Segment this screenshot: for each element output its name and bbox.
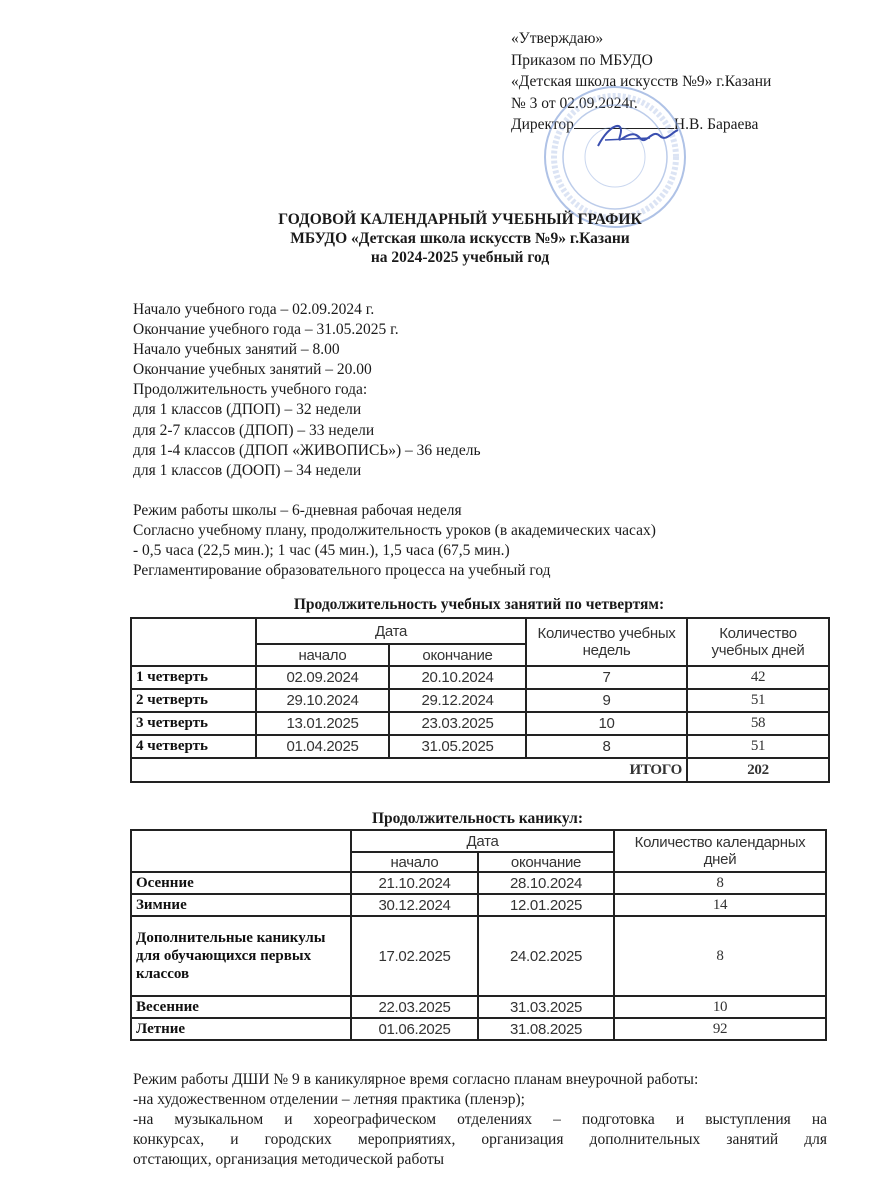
total-label: ИТОГО	[131, 758, 687, 782]
days: 14	[614, 894, 826, 916]
footer-line: Режим работы ДШИ № 9 в каникулярное время согласно планам внеурочной работы:	[133, 1071, 699, 1088]
end-header: окончание	[478, 852, 614, 872]
total-row	[131, 758, 829, 782]
title-line: МБУДО «Детская школа искусств №9» г.Казани	[290, 230, 630, 247]
empty-header-cell	[131, 830, 351, 872]
row-name: 2 четверть	[131, 689, 256, 712]
row-name: 1 четверть	[131, 666, 256, 689]
row-name: Весенние	[131, 996, 351, 1018]
start-date: 01.06.2025	[351, 1018, 478, 1040]
quarters-caption: Продолжительность учебных занятий по четвертям:	[293, 596, 665, 613]
holidays-table	[130, 829, 827, 1041]
end-date: 31.05.2025	[389, 735, 526, 758]
row-name: Зимние	[131, 894, 351, 916]
info-line: для 2-7 классов (ДПОП) – 33 недели	[133, 421, 375, 439]
end-date: 31.08.2025	[478, 1018, 614, 1040]
info-line: Продолжительность учебного года:	[133, 381, 368, 399]
total-value: 202	[687, 758, 829, 782]
days: 58	[687, 712, 829, 735]
info-line: для 1-4 классов (ДПОП «ЖИВОПИСЬ») – 36 недель	[133, 441, 481, 459]
start-date: 21.10.2024	[351, 872, 478, 894]
row-name: Дополнительные каникулы для обучающихся первых классов	[131, 916, 351, 996]
end-date: 29.12.2024	[389, 689, 526, 712]
info-line	[133, 481, 656, 501]
weeks: 9	[526, 689, 687, 712]
row-name: 3 четверть	[131, 712, 256, 735]
row-name: 4 четверть	[131, 735, 256, 758]
days: 92	[614, 1018, 826, 1040]
days: 10	[614, 996, 826, 1018]
director-signature	[590, 118, 680, 158]
start-date: 01.04.2025	[256, 735, 389, 758]
table-row	[131, 1018, 826, 1040]
info-line: для 1 классов (ДООП) – 34 недели	[133, 461, 362, 479]
start-header: начало	[351, 852, 478, 872]
days: 8	[614, 916, 826, 996]
table-row	[131, 735, 829, 758]
end-date: 24.02.2025	[478, 916, 614, 996]
days: 8	[614, 872, 826, 894]
end-date: 31.03.2025	[478, 996, 614, 1018]
weeks: 8	[526, 735, 687, 758]
weeks: 7	[526, 666, 687, 689]
holidays-caption: Продолжительность каникул:	[371, 810, 584, 827]
info-line: Окончание учебных занятий – 20.00	[133, 361, 372, 379]
end-header: окончание	[389, 644, 526, 666]
start-date: 29.10.2024	[256, 689, 389, 712]
approval-line: № 3 от 02.09.2024г.	[511, 94, 638, 112]
info-line: для 1 классов (ДПОП) – 32 недели	[133, 401, 362, 419]
start-date: 17.02.2025	[351, 916, 478, 996]
table-row	[131, 872, 826, 894]
date-header: Дата	[351, 830, 614, 852]
table-row	[131, 894, 826, 916]
table-row	[131, 916, 826, 996]
title-line: ГОДОВОЙ КАЛЕНДАРНЫЙ УЧЕБНЫЙ ГРАФИК	[278, 211, 642, 228]
weeks: 10	[526, 712, 687, 735]
start-header: начало	[256, 644, 389, 666]
table-row	[131, 996, 826, 1018]
start-date: 30.12.2024	[351, 894, 478, 916]
footer-line: -на художественном отделении – летняя практика (пленэр);	[133, 1091, 525, 1108]
quarters-table	[130, 617, 830, 783]
days: 51	[687, 735, 829, 758]
table-row	[131, 712, 829, 735]
schedule-info	[133, 300, 656, 581]
start-date: 02.09.2024	[256, 666, 389, 689]
info-line: Начало учебных занятий – 8.00	[133, 341, 340, 359]
director-name: Н.В. Бараева	[673, 116, 759, 134]
row-name: Осенние	[131, 872, 351, 894]
vacation-work-mode	[133, 1070, 827, 1170]
row-name: Летние	[131, 1018, 351, 1040]
footer-line: отстающих, организация методической работы	[133, 1151, 445, 1168]
end-date: 28.10.2024	[478, 872, 614, 894]
days-header: Количество учебных дней	[687, 618, 829, 666]
info-line: Режим работы школы – 6-дневная рабочая неделя	[133, 501, 462, 519]
days-header: Количество календарных дней	[614, 830, 826, 872]
info-line: Окончание учебного года – 31.05.2025 г.	[133, 321, 399, 339]
start-date: 13.01.2025	[256, 712, 389, 735]
approval-line: «Детская школа искусств №9» г.Казани	[511, 73, 772, 91]
table-row	[131, 689, 829, 712]
footer-line: -на музыкальном и хореографическом отделениях – подготовка и выступления на	[133, 1111, 827, 1128]
table-row	[131, 666, 829, 689]
start-date: 22.03.2025	[351, 996, 478, 1018]
approval-line: «Утверждаю»	[511, 30, 604, 47]
end-date: 20.10.2024	[389, 666, 526, 689]
days: 42	[687, 666, 829, 689]
info-line: Согласно учебному плану, продолжительность уроков (в академических часах)	[133, 521, 656, 539]
document-title	[0, 210, 879, 267]
days: 51	[687, 689, 829, 712]
info-line: Начало учебного года – 02.09.2024 г.	[133, 301, 375, 318]
info-line: - 0,5 часа (22,5 мин.); 1 час (45 мин.), 1,5 часа (67,5 мин.)	[133, 542, 510, 560]
footer-line: конкурсах, и городских мероприятиях, организация дополнительных занятий для	[133, 1131, 827, 1148]
info-line: Регламентирование образовательного процесса на учебный год	[133, 562, 551, 580]
empty-header-cell	[131, 618, 256, 666]
end-date: 23.03.2025	[389, 712, 526, 735]
weeks-header: Количество учебных недель	[526, 618, 687, 666]
date-header: Дата	[256, 618, 526, 644]
title-line: на 2024-2025 учебный год	[370, 249, 550, 266]
end-date: 12.01.2025	[478, 894, 614, 916]
director-label: Директор	[511, 116, 574, 134]
approval-line: Приказом по МБУДО	[511, 51, 653, 69]
